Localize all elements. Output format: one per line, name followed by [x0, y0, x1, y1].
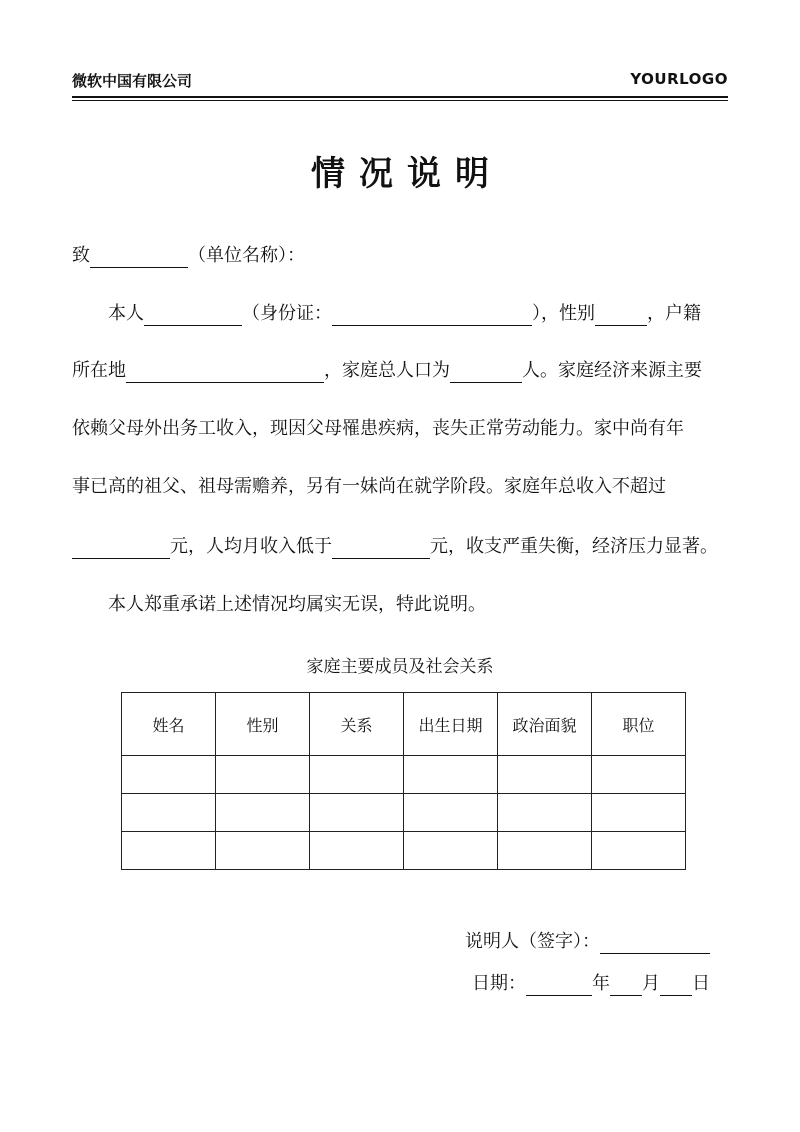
- table-cell[interactable]: [122, 794, 216, 832]
- unit-name-blank[interactable]: [90, 247, 188, 268]
- id-number-blank[interactable]: [332, 305, 532, 326]
- table-cell[interactable]: [122, 756, 216, 794]
- year-blank[interactable]: [526, 975, 592, 996]
- day-label: 日: [692, 973, 710, 994]
- table-cell[interactable]: [498, 832, 592, 870]
- column-header: 关系: [310, 693, 404, 756]
- table-title: 家庭主要成员及社会关系: [306, 657, 494, 677]
- table-cell[interactable]: [592, 832, 686, 870]
- table-cell[interactable]: [498, 794, 592, 832]
- text-segment: 元，收支严重失衡，经济压力显著。: [430, 536, 718, 557]
- table-cell[interactable]: [310, 794, 404, 832]
- logo-text: YOURLOGO: [630, 70, 728, 88]
- year-label: 年: [592, 973, 610, 994]
- table-cell[interactable]: [310, 832, 404, 870]
- family-members-table: [121, 692, 686, 870]
- table-row: [122, 832, 686, 870]
- column-header: 性别: [216, 693, 310, 756]
- text-segment: 本人: [108, 303, 144, 324]
- addressee-prefix: 致: [72, 245, 90, 266]
- commitment-line: 本人郑重承诺上述情况均属实无误，特此说明。: [108, 594, 486, 615]
- table-row: [122, 794, 686, 832]
- text-segment: ），性别: [532, 303, 595, 324]
- date-label: 日期：: [472, 973, 526, 994]
- text-segment: 人。家庭经济来源主要: [522, 360, 702, 381]
- paragraph-line-1: [108, 302, 701, 326]
- text-segment: ，户籍: [647, 303, 701, 324]
- addressee-line: [72, 244, 305, 268]
- month-label: 月: [642, 973, 660, 994]
- table-cell[interactable]: [216, 756, 310, 794]
- table-header-row: [122, 693, 686, 756]
- text-segment: 所在地: [72, 360, 126, 381]
- header-divider-thick: [72, 96, 728, 98]
- column-header: 姓名: [122, 693, 216, 756]
- signature-label: 说明人（签字）：: [465, 931, 600, 952]
- column-header: 职位: [592, 693, 686, 756]
- signature-blank[interactable]: [600, 933, 710, 954]
- text-segment: 元，人均月收入低于: [170, 536, 332, 557]
- text-segment: （身份证：: [242, 303, 332, 324]
- family-size-blank[interactable]: [450, 362, 522, 383]
- monthly-income-blank[interactable]: [332, 538, 430, 559]
- table-cell[interactable]: [310, 756, 404, 794]
- table-cell[interactable]: [122, 832, 216, 870]
- gender-blank[interactable]: [595, 305, 647, 326]
- addressee-suffix: （单位名称）：: [188, 245, 305, 266]
- table-row: [122, 756, 686, 794]
- month-blank[interactable]: [610, 975, 642, 996]
- table-cell[interactable]: [404, 832, 498, 870]
- table-cell[interactable]: [404, 756, 498, 794]
- annual-income-blank[interactable]: [72, 538, 170, 559]
- table-cell[interactable]: [216, 794, 310, 832]
- paragraph-line-5: [72, 535, 718, 559]
- table-cell[interactable]: [216, 832, 310, 870]
- signature-line: [465, 930, 710, 954]
- column-header: 出生日期: [404, 693, 498, 756]
- table-cell[interactable]: [404, 794, 498, 832]
- table-cell[interactable]: [592, 756, 686, 794]
- text-segment: ，家庭总人口为: [324, 360, 450, 381]
- day-blank[interactable]: [660, 975, 692, 996]
- paragraph-line-2: [72, 359, 702, 383]
- table-cell[interactable]: [592, 794, 686, 832]
- residence-blank[interactable]: [126, 362, 324, 383]
- date-line: [472, 972, 710, 996]
- page-header: [72, 70, 728, 92]
- document-title: 情况说明: [311, 154, 503, 194]
- company-name: 微软中国有限公司: [72, 72, 193, 90]
- column-header: 政治面貌: [498, 693, 592, 756]
- paragraph-line-4: 事已高的祖父、祖母需赡养，另有一妹尚在就学阶段。家庭年总收入不超过: [72, 476, 666, 497]
- header-divider-thin: [72, 100, 728, 101]
- name-blank[interactable]: [144, 305, 242, 326]
- paragraph-line-3: 依赖父母外出务工收入，现因父母罹患疾病，丧失正常劳动能力。家中尚有年: [72, 418, 684, 439]
- table-cell[interactable]: [498, 756, 592, 794]
